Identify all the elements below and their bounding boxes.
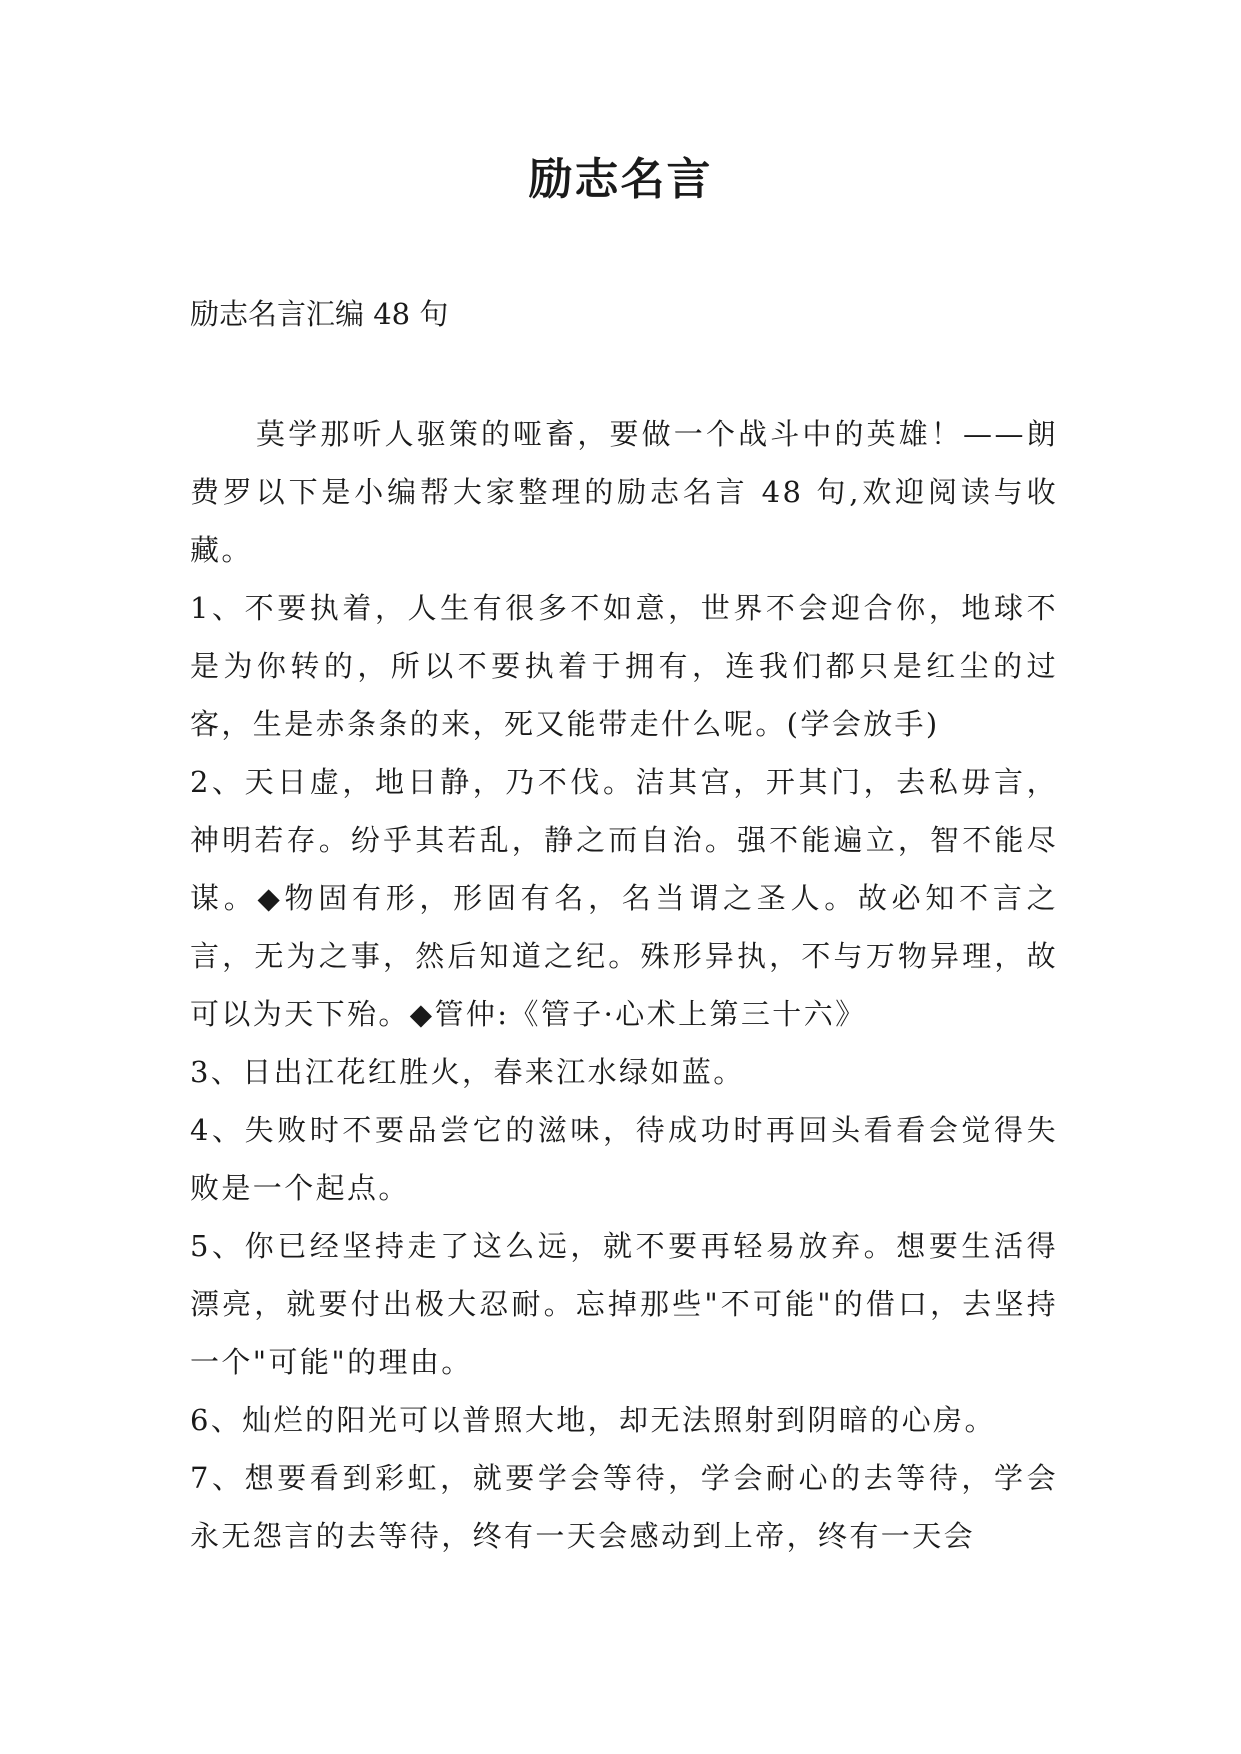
document-subtitle: 励志名言汇编 48 句 bbox=[190, 297, 449, 331]
list-item: 7、想要看到彩虹，就要学会等待，学会耐心的去等待，学会永无怨言的去等待，终有一天会感动到上帝，终有一天会 bbox=[190, 1461, 1058, 1553]
list-item: 4、失败时不要品尝它的滋味，待成功时再回头看看会觉得失败是一个起点。 bbox=[190, 1113, 1058, 1205]
document-body bbox=[190, 405, 1058, 1565]
intro-paragraph: 莫学那听人驱策的哑畜，要做一个战斗中的英雄！——朗费罗以下是小编帮大家整理的励志名言 48 句,欢迎阅读与收藏。 bbox=[190, 417, 1058, 567]
list-item: 6、灿烂的阳光可以普照大地，却无法照射到阴暗的心房。 bbox=[190, 1403, 996, 1437]
list-item: 5、你已经坚持走了这么远，就不要再轻易放弃。想要生活得漂亮，就要付出极大忍耐。忘掉那些"不可能"的借口，去坚持一个"可能"的理由。 bbox=[190, 1229, 1058, 1379]
list-item: 2、天日虚，地日静，乃不伐。洁其宫，开其门，去私毋言，神明若存。纷乎其若乱，静之而自治。强不能遍立，智不能尽谋。◆物固有形，形固有名，名当谓之圣人。故必知不言之言，无为之事，然后知道之纪。殊形异执，不与万物异理，故可以为天下殆。◆管仲:《管子·心术上第三十六》 bbox=[190, 765, 1058, 1031]
page-title: 励志名言 bbox=[528, 154, 713, 205]
list-item: 1、不要执着，人生有很多不如意，世界不会迎合你，地球不是为你转的，所以不要执着于拥有，连我们都只是红尘的过客，生是赤条条的来，死又能带走什么呢。(学会放手) bbox=[190, 591, 1058, 741]
list-item: 3、日出江花红胜火，春来江水绿如蓝。 bbox=[190, 1055, 745, 1089]
